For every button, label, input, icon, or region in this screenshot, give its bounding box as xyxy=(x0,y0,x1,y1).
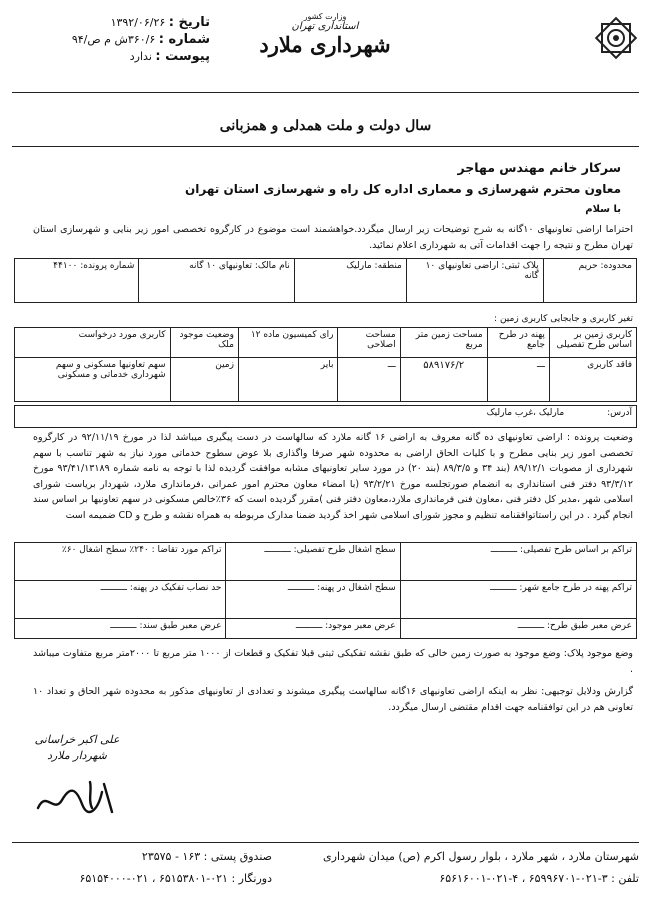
occupancy-detailed-label: سطح اشغال طرح تفصیلی: xyxy=(293,545,396,555)
density-detailed-cell xyxy=(400,543,636,581)
zone-density-cell xyxy=(400,581,636,619)
road-width-plan-label: عرض معبر طبق طرح: xyxy=(547,621,632,631)
year-motto: سال دولت و ملت همدلی و همزبانی xyxy=(219,118,432,134)
address-label: آدرس: xyxy=(607,408,632,418)
footer-fax: دورنگار : ۰۲۱-۶۵۱۵۳۸۰۱ ، ۰۲۱-۶۵۱۵۴۰۰۰ xyxy=(79,872,272,885)
footer-divider xyxy=(12,842,639,843)
signer-title: شهردار ملارد xyxy=(47,749,107,762)
intro-paragraph: احتراما اراضی تعاونیهای ۱۰گانه به شرح توضیحات زیر ارسال میگردد.خواهشمند است موضوع در کارگروه تخصصی امور زیر بنایی و شهرسازی استان تهران مطرح و نتیجه را جهت اقدامات آتی به شهرداری اعلام نمائید. xyxy=(33,224,633,251)
ministry-name: وزارت کشور xyxy=(303,12,347,21)
usage-cell-current: زمین xyxy=(170,358,238,402)
footer-phone: تلفن : ۳-۰۲۱-۶۵۹۹۶۷۰۱ ، ۴-۰۲۱-۶۵۶۱۶۰۰۱ xyxy=(439,872,639,885)
usage-cell-detailed: فاقد کاربری xyxy=(549,358,636,402)
footer-address: شهرستان ملارد ، شهر ملارد ، بلوار رسول اکرم (ص) میدان شهرداری xyxy=(323,850,639,863)
current-status-paragraph: وضع موجود پلاک: وضع موجود به صورت زمین خالی که طبق نقشه تفکیکی ثبتی قبلا تفکیک و قطعات از ۱۰۰۰ متر مربع تا ۲۰۰۰متر مربع متفاوت میباشد . xyxy=(33,648,633,675)
organization-name: شهرداری ملارد xyxy=(259,32,391,57)
signature-block xyxy=(22,732,132,820)
road-width-deed-value: ــــــــــ xyxy=(110,621,137,631)
address-value: مارلیک ،غرب مارلیک xyxy=(486,408,565,418)
usage-header-detailed: کاربری زمین بر اساس طرح تفصیلی xyxy=(549,328,636,358)
report-paragraph: گزارش ودلایل توجیهی: نظر به اینکه اراضی تعاونیهای ۱۶گانه سالهاست پیگیری میشوند و تعدادی از تعاونیهای مذکور به محدوده شهر الحاق و تعداد ۱۰ تعاونی هم در این توافقنامه جهت اقدام مقتضی ارسال میگردد. xyxy=(33,686,634,713)
attachment-label: پیوست : xyxy=(155,49,210,64)
subdivision-min-label: حد نصاب تفکیک در پهنه: xyxy=(129,583,222,593)
usage-header-corrected: مساحت اصلاحی xyxy=(338,328,400,358)
occupancy-detailed-value: ــــــــــ xyxy=(264,545,291,555)
zone-occupancy-cell xyxy=(226,581,400,619)
number-label: شماره : xyxy=(158,32,210,47)
subdivision-min-value: ــــــــــ xyxy=(100,583,127,593)
governorate-name: استانداری تهران xyxy=(291,21,359,32)
footer-postal: صندوق پستی : ۱۶۳ - ۲۳۵۷۵ xyxy=(141,850,272,863)
density-detailed-label: تراکم بر اساس طرح تفصیلی: xyxy=(520,545,632,555)
occupancy-detailed-cell xyxy=(226,543,400,581)
plaque-cell: پلاک ثبتی: اراضی تعاونیهای ۱۰ گانه xyxy=(406,259,543,303)
road-width-plan-value: ــــــــــ xyxy=(517,621,545,631)
subdivision-min-cell xyxy=(15,581,226,619)
usage-header-requested: کاربری مورد درخواست xyxy=(15,328,171,358)
road-width-plan-cell xyxy=(400,619,636,639)
recipient-title: معاون محترم شهرسازی و معماری اداره کل راه و شهرسازی استان تهران xyxy=(185,182,621,196)
zone-occupancy-value: ــــــــــ xyxy=(287,583,315,593)
address-table xyxy=(14,405,637,428)
case-status-paragraph: وضعیت پرونده : اراضی تعاونیهای ده گانه معروف به اراضی ۱۶ گانه ملارد که سالهاست در دست پیگیری میباشد لذا در مورخ ۹۲/۱۱/۱۹ در کارگروه تخصصی امور زیر بنایی مطرح و با کلیات الحاق اراضی به محدوده شهر صرفا واگذاری بلا عوض سطوح خدماتی مورد نیاز به شهر تناسب با سهم شهرداری از مصوبات ۸۹/۱۲/۱ (بند ۳۴ و ۸۹/۳/۵ (بند ۲۰) در مورد سایر تعاونیهای مشابه موافقت گردیده لذا با توجه به نامه شماره ۹۳/۴۱/۱۳۱۸۹ مورخ ۹۳/۳/۱۲ دفتر فنی استانداری به انضمام صورتجلسه مورخ ۹۳/۲/۲۱ (با امضاء معاون محترم امور عمرانی ،فرمانداری ملارد، شهردار بریاست شورای اسلامی شهر ،مدیر کل دفتر فنی ،معاون فنی فرمانداری ملارد،معاون دفتر فنی )مقرر گردیده است که ۳۶٪خالص مسکونی در سهم تعاونیها بر اساس سند انجام گیرد . در این راستاتوافقنامه تنظیم و مجوز شورای اسلامی شهر اخذ گردید ضمنا مدارک مربوطه به همراه نقشه و طرح و CD ضمیمه است xyxy=(33,432,634,521)
date-label: تاریخ : xyxy=(168,15,210,30)
letter-meta xyxy=(71,14,210,65)
brand-block xyxy=(255,12,395,57)
road-width-current-value: ــــــــــ xyxy=(295,621,323,631)
road-width-deed-cell xyxy=(15,619,226,639)
density-table xyxy=(14,542,637,639)
road-width-deed-label: عرض معبر طبق سند: xyxy=(139,621,222,631)
usage-header-area: مساحت زمین متر مربع xyxy=(400,328,487,358)
density-detailed-value: ــــــــــ xyxy=(490,545,518,555)
area-cell: محدوده: حریم xyxy=(543,259,636,303)
property-info-table xyxy=(14,258,637,303)
municipality-emblem-icon xyxy=(590,12,642,64)
usage-header-zone: پهنه در طرح جامع xyxy=(487,328,549,358)
greeting: با سلام xyxy=(585,204,621,215)
zone-occupancy-label: سطح اشغال در پهنه: xyxy=(317,583,396,593)
region-cell: منطقه: مارلیک xyxy=(294,259,406,303)
change-title: تغیر کاربری و جابجایی کاربری زمین : xyxy=(494,314,633,324)
file-number-cell: شماره پرونده: ۴۴۱۰۰ xyxy=(15,259,139,303)
signer-name: علی اکبر خراسانی xyxy=(34,733,120,746)
usage-cell-area: ۵۸۹۱۷۶/۲ xyxy=(400,358,487,402)
attachment-value: ندارد xyxy=(129,50,152,63)
zone-density-value: ــــــــــ xyxy=(490,583,517,593)
zone-density-label: تراکم پهنه در طرح جامع شهر: xyxy=(519,583,632,593)
usage-header-current: وضعیت موجود ملک xyxy=(170,328,238,358)
owner-cell: نام مالک: تعاونیهای ۱۰ گانه xyxy=(139,259,295,303)
number-value: ۳۶۰/۶ش م ص/۹۴ xyxy=(71,33,156,46)
recipient-name: سرکار خانم مهندس مهاجر xyxy=(457,160,621,175)
usage-header-commission: رای کمیسیون ماده ۱۲ xyxy=(238,328,338,358)
usage-cell-commission: بایر xyxy=(238,358,338,402)
date-value: ۱۳۹۲/۰۶/۲۶ xyxy=(110,16,166,29)
motto-divider xyxy=(12,146,639,147)
road-width-current-label: عرض معبر موجود: xyxy=(325,621,396,631)
requested-density-cell: تراکم مورد تقاضا : ۲۴۰٪ سطح اشغال ۶۰٪ xyxy=(15,543,226,581)
land-usage-table xyxy=(14,327,637,402)
handwritten-signature-icon xyxy=(32,770,122,820)
road-width-current-cell xyxy=(226,619,400,639)
usage-cell-requested: سهم تعاونیها مسکونی و سهم شهرداری خدماتی و مسکونی xyxy=(15,358,171,402)
usage-cell-zone: ـــ xyxy=(487,358,549,402)
address-cell xyxy=(15,406,637,428)
header-divider xyxy=(12,92,639,93)
usage-cell-corrected: ـــ xyxy=(338,358,400,402)
